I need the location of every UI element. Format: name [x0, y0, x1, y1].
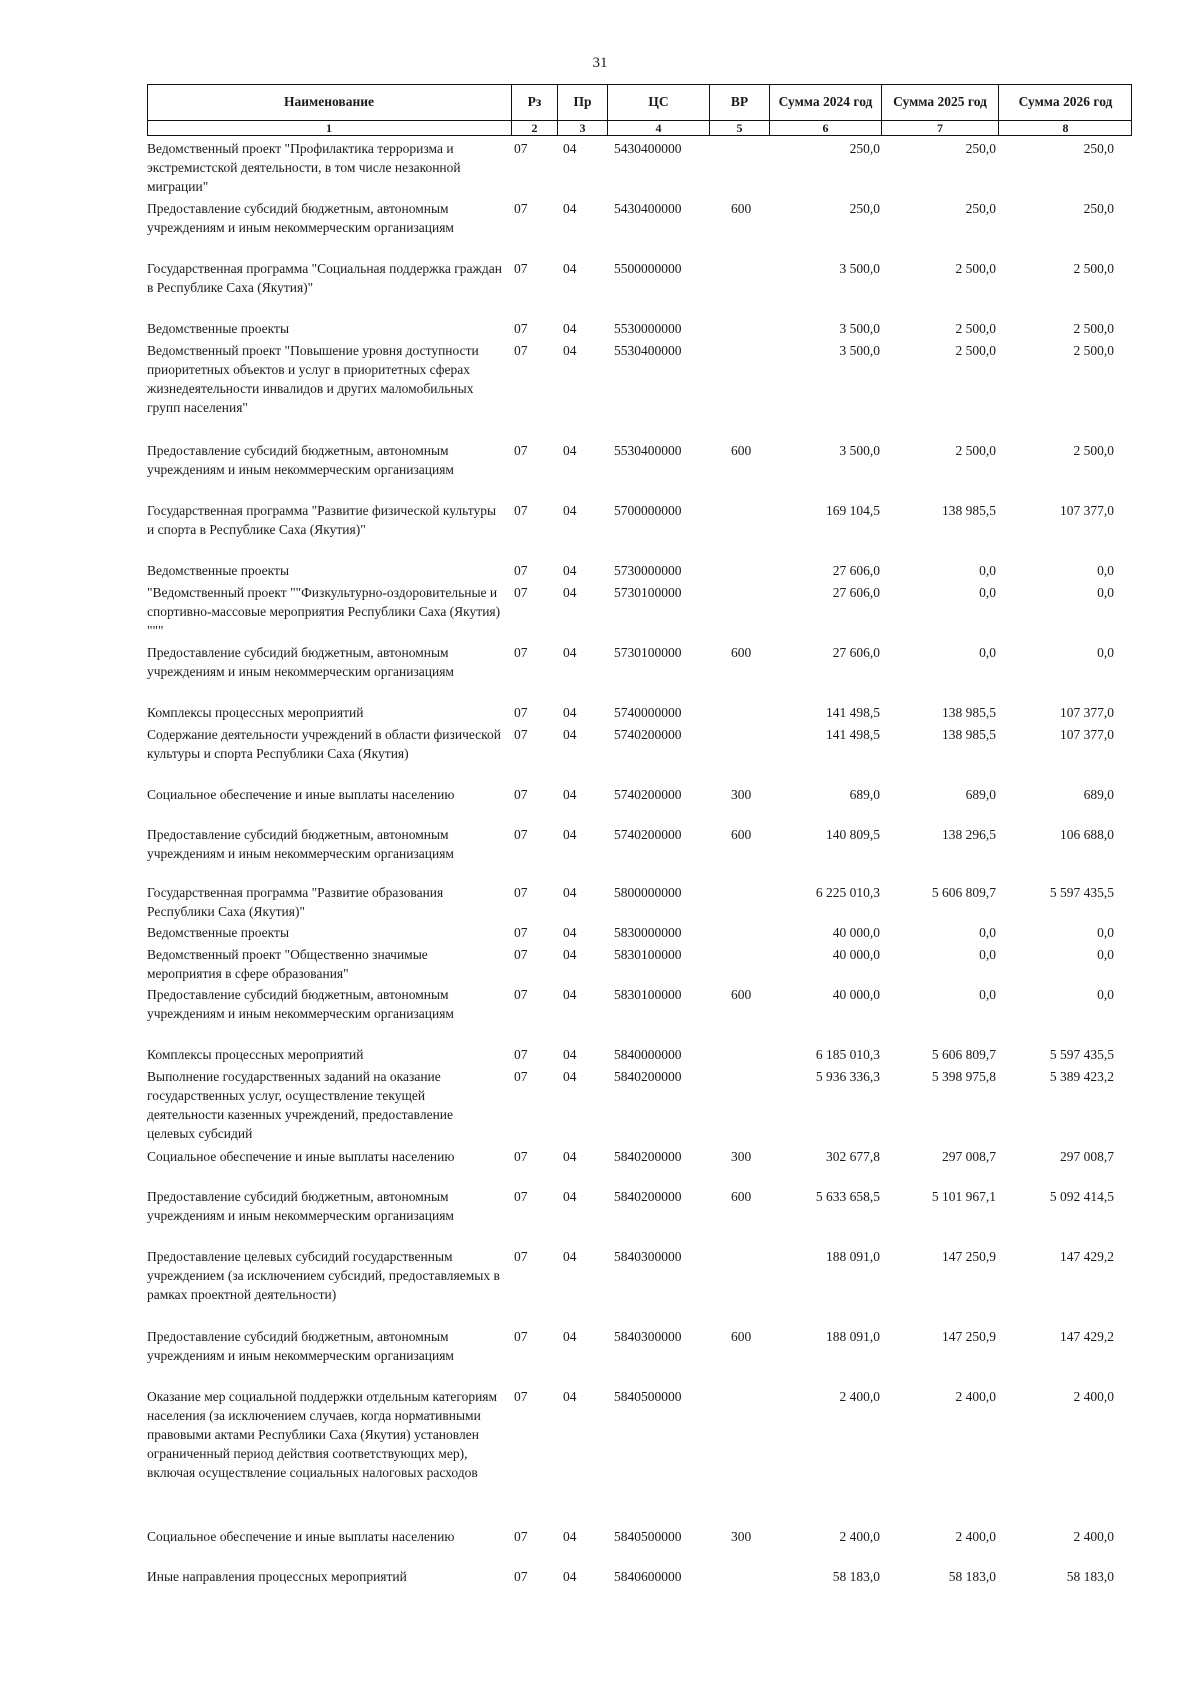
- row-name: Государственная программа "Развитие образования Республики Саха (Якутия)": [147, 885, 444, 919]
- row-sum-2025: 297 008,7: [942, 1149, 996, 1164]
- row-rz: 07: [514, 1329, 528, 1344]
- row-sum-2024: 188 091,0: [826, 1249, 880, 1264]
- row-sum-2025: 5 606 809,7: [931, 1047, 996, 1062]
- row-vr: 600: [731, 827, 752, 842]
- column-number-4: 4: [607, 120, 709, 136]
- row-sum-2025: 0,0: [979, 563, 996, 578]
- row-pr: 04: [563, 705, 577, 720]
- column-number-1: 1: [147, 120, 511, 136]
- row-rz: 07: [514, 1529, 528, 1544]
- row-rz: 07: [514, 321, 528, 336]
- column-number-3: 3: [557, 120, 607, 136]
- row-sum-2024: 188 091,0: [826, 1329, 880, 1344]
- row-sum-2026: 2 500,0: [1073, 321, 1114, 336]
- row-cs: 5740000000: [614, 705, 682, 720]
- row-sum-2024: 27 606,0: [832, 585, 880, 600]
- row-cs: 5840600000: [614, 1569, 682, 1584]
- row-sum-2026: 107 377,0: [1060, 705, 1114, 720]
- row-cs: 5830000000: [614, 925, 682, 940]
- row-sum-2024: 140 809,5: [826, 827, 880, 842]
- row-sum-2025: 138 985,5: [942, 727, 996, 742]
- row-pr: 04: [563, 987, 577, 1002]
- row-pr: 04: [563, 1069, 577, 1084]
- row-pr: 04: [563, 201, 577, 216]
- row-sum-2026: 0,0: [1097, 987, 1114, 1002]
- row-sum-2024: 3 500,0: [839, 343, 880, 358]
- column-number-2: 2: [511, 120, 557, 136]
- row-vr: 300: [731, 787, 752, 802]
- row-sum-2024: 2 400,0: [839, 1389, 880, 1404]
- row-name: Предоставление субсидий бюджетным, автономным учреждениям и иным некоммерческим организациям: [147, 201, 454, 235]
- row-sum-2025: 250,0: [965, 141, 996, 156]
- row-name: Содержание деятельности учреждений в области физической культуры и спорта Республики Саха (Якутия): [147, 727, 502, 761]
- row-sum-2026: 107 377,0: [1060, 503, 1114, 518]
- row-pr: 04: [563, 645, 577, 660]
- column-number-5: 5: [709, 120, 769, 136]
- column-number-8: 8: [998, 120, 1132, 136]
- row-pr: 04: [563, 947, 577, 962]
- row-name: Предоставление субсидий бюджетным, автономным учреждениям и иным некоммерческим организациям: [147, 443, 454, 477]
- row-rz: 07: [514, 585, 528, 600]
- row-cs: 5740200000: [614, 727, 682, 742]
- row-rz: 07: [514, 827, 528, 842]
- row-name: Ведомственный проект "Повышение уровня доступности приоритетных объектов и услуг в приоритетных сферах жизнедеятельности инвалидов и других маломобильных групп населения": [147, 343, 479, 415]
- row-sum-2024: 250,0: [849, 141, 880, 156]
- row-sum-2025: 138 296,5: [942, 827, 996, 842]
- row-name: Предоставление субсидий бюджетным, автономным учреждениям и иным некоммерческим организациям: [147, 1329, 454, 1363]
- row-sum-2026: 147 429,2: [1060, 1249, 1114, 1264]
- row-cs: 5740200000: [614, 827, 682, 842]
- row-sum-2024: 141 498,5: [826, 727, 880, 742]
- row-sum-2025: 2 400,0: [955, 1529, 996, 1544]
- column-header-sum-2026: Сумма 2026 год: [998, 84, 1132, 120]
- row-pr: 04: [563, 727, 577, 742]
- row-sum-2026: 58 183,0: [1066, 1569, 1114, 1584]
- row-sum-2026: 5 389 423,2: [1049, 1069, 1114, 1084]
- row-sum-2025: 5 606 809,7: [931, 885, 996, 900]
- row-rz: 07: [514, 987, 528, 1002]
- row-rz: 07: [514, 261, 528, 276]
- column-header-name: Наименование: [284, 94, 374, 109]
- row-pr: 04: [563, 1149, 577, 1164]
- row-sum-2025: 2 400,0: [955, 1389, 996, 1404]
- row-rz: 07: [514, 503, 528, 518]
- row-cs: 5840300000: [614, 1329, 682, 1344]
- row-rz: 07: [514, 645, 528, 660]
- row-cs: 5500000000: [614, 261, 682, 276]
- row-rz: 07: [514, 443, 528, 458]
- row-sum-2026: 0,0: [1097, 645, 1114, 660]
- row-sum-2025: 147 250,9: [942, 1329, 996, 1344]
- row-pr: 04: [563, 1249, 577, 1264]
- row-cs: 5840300000: [614, 1249, 682, 1264]
- row-sum-2025: 2 500,0: [955, 261, 996, 276]
- row-cs: 5700000000: [614, 503, 682, 518]
- row-cs: 5800000000: [614, 885, 682, 900]
- row-name: Комплексы процессных мероприятий: [147, 705, 364, 720]
- row-rz: 07: [514, 925, 528, 940]
- row-pr: 04: [563, 885, 577, 900]
- row-sum-2025: 147 250,9: [942, 1249, 996, 1264]
- row-pr: 04: [563, 563, 577, 578]
- row-sum-2024: 3 500,0: [839, 261, 880, 276]
- row-name: Ведомственные проекты: [147, 321, 290, 336]
- row-pr: 04: [563, 1189, 577, 1204]
- row-sum-2025: 2 500,0: [955, 443, 996, 458]
- row-sum-2026: 250,0: [1083, 201, 1114, 216]
- row-sum-2024: 250,0: [849, 201, 880, 216]
- row-sum-2026: 2 400,0: [1073, 1529, 1114, 1544]
- row-cs: 5840200000: [614, 1149, 682, 1164]
- row-cs: 5530400000: [614, 343, 682, 358]
- row-sum-2025: 58 183,0: [948, 1569, 996, 1584]
- row-name: Ведомственный проект "Профилактика терроризма и экстремистской деятельности, в том числе незаконной миграции": [147, 141, 461, 194]
- row-name: Комплексы процессных мероприятий: [147, 1047, 364, 1062]
- column-number-7: 7: [881, 120, 998, 136]
- row-vr: 300: [731, 1149, 752, 1164]
- row-name: Оказание мер социальной поддержки отдельным категориям населения (за исключением случаев, когда нормативными правовыми актами Республики Саха (Якутия) установлен ограниченный период действия соответствующих мер), включая осуществление социальных налоговых расходов: [147, 1389, 498, 1480]
- row-pr: 04: [563, 1529, 577, 1544]
- row-rz: 07: [514, 563, 528, 578]
- row-pr: 04: [563, 141, 577, 156]
- row-name: Социальное обеспечение и иные выплаты населению: [147, 787, 455, 802]
- row-cs: 5840200000: [614, 1069, 682, 1084]
- row-sum-2025: 0,0: [979, 947, 996, 962]
- row-sum-2024: 58 183,0: [832, 1569, 880, 1584]
- row-pr: 04: [563, 1569, 577, 1584]
- row-name: Предоставление субсидий бюджетным, автономным учреждениям и иным некоммерческим организациям: [147, 987, 454, 1021]
- row-vr: 300: [731, 1529, 752, 1544]
- row-rz: 07: [514, 1047, 528, 1062]
- row-name: Государственная программа "Развитие физической культуры и спорта в Республике Саха (Якутия)": [147, 503, 497, 537]
- row-cs: 5830100000: [614, 947, 682, 962]
- row-sum-2026: 2 500,0: [1073, 343, 1114, 358]
- row-sum-2024: 5 633 658,5: [815, 1189, 880, 1204]
- row-rz: 07: [514, 1189, 528, 1204]
- row-sum-2026: 0,0: [1097, 925, 1114, 940]
- row-pr: 04: [563, 321, 577, 336]
- row-rz: 07: [514, 343, 528, 358]
- row-sum-2025: 138 985,5: [942, 503, 996, 518]
- row-sum-2026: 106 688,0: [1060, 827, 1114, 842]
- row-cs: 5730000000: [614, 563, 682, 578]
- row-rz: 07: [514, 1389, 528, 1404]
- table-header: [147, 84, 1132, 136]
- row-name: Социальное обеспечение и иные выплаты населению: [147, 1149, 455, 1164]
- row-sum-2025: 2 500,0: [955, 321, 996, 336]
- row-rz: 07: [514, 201, 528, 216]
- row-sum-2024: 40 000,0: [832, 925, 880, 940]
- row-cs: 5840000000: [614, 1047, 682, 1062]
- row-sum-2025: 250,0: [965, 201, 996, 216]
- row-sum-2024: 27 606,0: [832, 645, 880, 660]
- row-vr: 600: [731, 645, 752, 660]
- row-sum-2026: 5 092 414,5: [1049, 1189, 1114, 1204]
- row-pr: 04: [563, 787, 577, 802]
- row-name: Ведомственные проекты: [147, 563, 290, 578]
- row-cs: 5840200000: [614, 1189, 682, 1204]
- row-sum-2025: 2 500,0: [955, 343, 996, 358]
- row-rz: 07: [514, 787, 528, 802]
- row-sum-2026: 689,0: [1083, 787, 1114, 802]
- row-sum-2026: 0,0: [1097, 585, 1114, 600]
- row-sum-2025: 138 985,5: [942, 705, 996, 720]
- column-header-rz: Рз: [511, 84, 557, 120]
- row-sum-2024: 3 500,0: [839, 321, 880, 336]
- row-sum-2025: 5 398 975,8: [931, 1069, 996, 1084]
- row-cs: 5430400000: [614, 201, 682, 216]
- row-vr: 600: [731, 1329, 752, 1344]
- row-sum-2026: 147 429,2: [1060, 1329, 1114, 1344]
- row-name: Предоставление субсидий бюджетным, автономным учреждениям и иным некоммерческим организациям: [147, 827, 454, 861]
- row-pr: 04: [563, 503, 577, 518]
- row-cs: 5740200000: [614, 787, 682, 802]
- row-sum-2026: 5 597 435,5: [1049, 885, 1114, 900]
- row-pr: 04: [563, 261, 577, 276]
- row-rz: 07: [514, 1149, 528, 1164]
- row-name: Предоставление субсидий бюджетным, автономным учреждениям и иным некоммерческим организациям: [147, 1189, 454, 1223]
- column-header-sum-2025: Сумма 2025 год: [881, 84, 998, 120]
- row-vr: 600: [731, 1189, 752, 1204]
- row-cs: 5830100000: [614, 987, 682, 1002]
- row-sum-2025: 0,0: [979, 645, 996, 660]
- row-cs: 5530400000: [614, 443, 682, 458]
- row-sum-2025: 0,0: [979, 987, 996, 1002]
- row-sum-2024: 40 000,0: [832, 947, 880, 962]
- row-sum-2024: 3 500,0: [839, 443, 880, 458]
- row-sum-2024: 6 185 010,3: [815, 1047, 880, 1062]
- row-rz: 07: [514, 1069, 528, 1084]
- row-rz: 07: [514, 727, 528, 742]
- row-pr: 04: [563, 1047, 577, 1062]
- row-cs: 5430400000: [614, 141, 682, 156]
- row-sum-2024: 5 936 336,3: [815, 1069, 880, 1084]
- row-sum-2024: 6 225 010,3: [815, 885, 880, 900]
- row-cs: 5730100000: [614, 585, 682, 600]
- row-sum-2026: 5 597 435,5: [1049, 1047, 1114, 1062]
- row-sum-2026: 2 500,0: [1073, 443, 1114, 458]
- row-sum-2026: 107 377,0: [1060, 727, 1114, 742]
- row-rz: 07: [514, 141, 528, 156]
- row-vr: 600: [731, 201, 752, 216]
- row-sum-2025: 689,0: [965, 787, 996, 802]
- row-rz: 07: [514, 947, 528, 962]
- row-pr: 04: [563, 1329, 577, 1344]
- row-name: Иные направления процессных мероприятий: [147, 1569, 407, 1584]
- row-name: Государственная программа "Социальная поддержка граждан в Республике Саха (Якутия)": [147, 261, 502, 295]
- row-sum-2024: 169 104,5: [826, 503, 880, 518]
- row-name: Предоставление субсидий бюджетным, автономным учреждениям и иным некоммерческим организациям: [147, 645, 454, 679]
- row-sum-2026: 2 400,0: [1073, 1389, 1114, 1404]
- row-rz: 07: [514, 885, 528, 900]
- column-header-vr: ВР: [709, 84, 769, 120]
- row-sum-2026: 0,0: [1097, 947, 1114, 962]
- row-sum-2024: 2 400,0: [839, 1529, 880, 1544]
- row-sum-2026: 297 008,7: [1060, 1149, 1114, 1164]
- row-sum-2026: 0,0: [1097, 563, 1114, 578]
- row-name: Ведомственные проекты: [147, 925, 290, 940]
- row-name: Предоставление целевых субсидий государственным учреждением (за исключением субсидий, предоставляемых в рамках проектной деятельности): [147, 1249, 500, 1302]
- row-pr: 04: [563, 585, 577, 600]
- row-name: "Ведомственный проект ""Физкультурно-оздоровительные и спортивно-массовые мероприятия Республики Саха (Якутия) """: [147, 585, 501, 638]
- row-pr: 04: [563, 343, 577, 358]
- row-rz: 07: [514, 1249, 528, 1264]
- row-sum-2025: 5 101 967,1: [931, 1189, 996, 1204]
- row-name: Социальное обеспечение и иные выплаты населению: [147, 1529, 455, 1544]
- page-number: 31: [592, 55, 608, 71]
- row-rz: 07: [514, 705, 528, 720]
- row-pr: 04: [563, 925, 577, 940]
- row-cs: 5730100000: [614, 645, 682, 660]
- row-vr: 600: [731, 443, 752, 458]
- column-header-cs: ЦС: [607, 84, 709, 120]
- row-cs: 5840500000: [614, 1389, 682, 1404]
- row-cs: 5840500000: [614, 1529, 682, 1544]
- row-pr: 04: [563, 443, 577, 458]
- row-vr: 600: [731, 987, 752, 1002]
- row-pr: 04: [563, 1389, 577, 1404]
- row-rz: 07: [514, 1569, 528, 1584]
- row-sum-2024: 141 498,5: [826, 705, 880, 720]
- row-sum-2024: 27 606,0: [832, 563, 880, 578]
- row-pr: 04: [563, 827, 577, 842]
- row-cs: 5530000000: [614, 321, 682, 336]
- column-header-sum-2024: Сумма 2024 год: [769, 84, 881, 120]
- row-sum-2024: 302 677,8: [826, 1149, 880, 1164]
- row-sum-2025: 0,0: [979, 925, 996, 940]
- row-sum-2026: 250,0: [1083, 141, 1114, 156]
- row-name: Ведомственный проект "Общественно значимые мероприятия в сфере образования": [147, 947, 428, 981]
- row-sum-2024: 689,0: [849, 787, 880, 802]
- column-header-pr: Пр: [557, 84, 607, 120]
- row-name: Выполнение государственных заданий на оказание государственных услуг, осуществление текущей деятельности казенных учреждений, предоставление целевых субсидий: [147, 1069, 454, 1141]
- row-sum-2026: 2 500,0: [1073, 261, 1114, 276]
- row-sum-2024: 40 000,0: [832, 987, 880, 1002]
- row-sum-2025: 0,0: [979, 585, 996, 600]
- column-number-6: 6: [769, 120, 881, 136]
